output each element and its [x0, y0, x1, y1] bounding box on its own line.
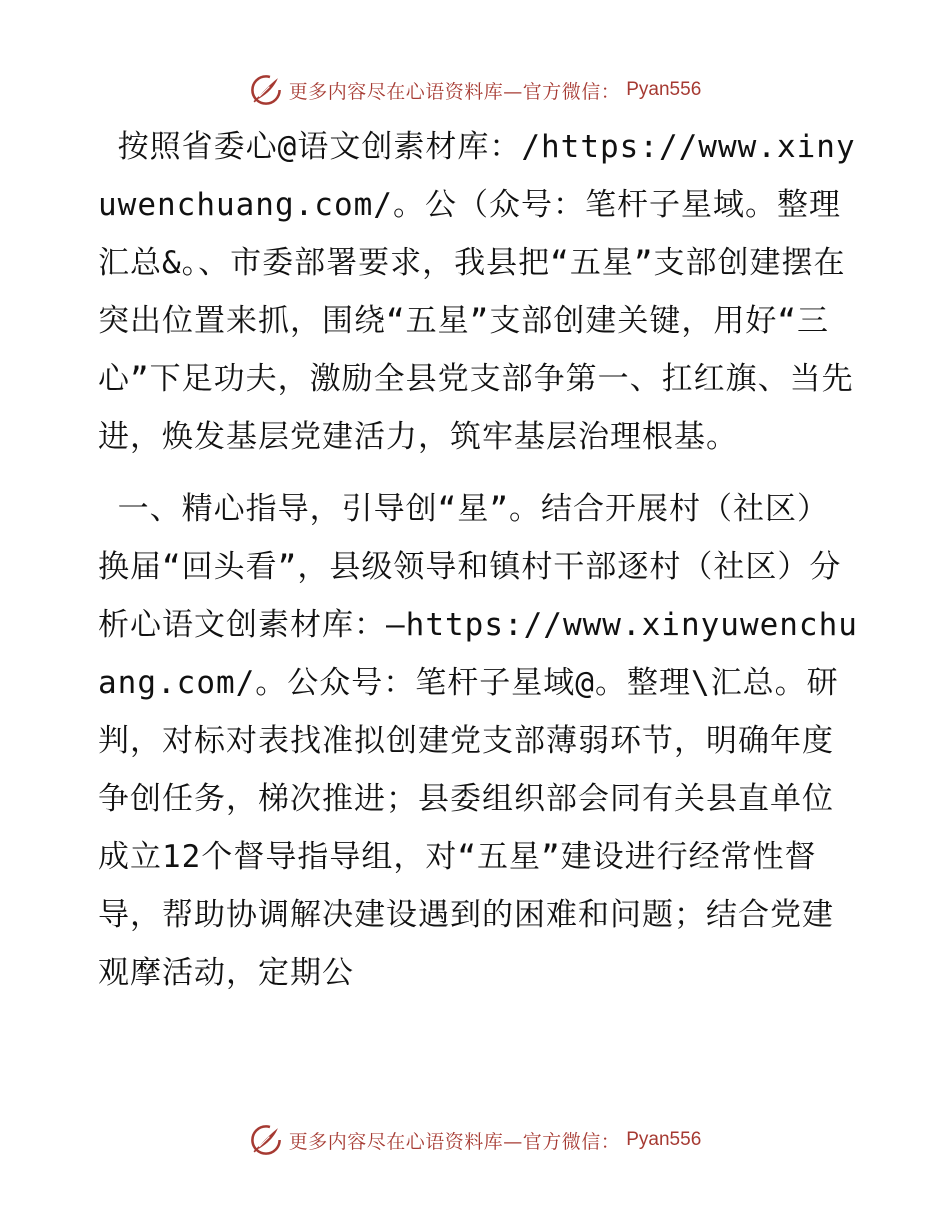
watermark-text: 更多内容尽在心语资料库—官方微信： — [288, 80, 621, 103]
paragraph-section-one: 一、精心指导，引导创“星”。结合开展村（社区）换届“回头看”，县级领导和镇村干部逐村（社区）分析心语文创素材库：—https://www.xinyuwenchuang.com/。公众号：笔杆子星域@。整理\汇总。研判，对标对表找准拟创建党支部薄弱环节，明确年度争创任务，梯次推进；县委组织部会同有关县直单位成立12个督导指导组，对“五星”建设进行经常性督导，帮助协调解决建设遇到的困难和问题；结合党建观摩活动，定期公 — [98, 491, 858, 991]
document-body — [98, 118, 858, 1016]
watermark-wechat-id: Pyan556 — [626, 1129, 702, 1150]
header-watermark-banner — [0, 70, 950, 110]
footer-watermark-banner — [0, 1120, 950, 1160]
watermark-text: 更多内容尽在心语资料库—官方微信： — [288, 1130, 621, 1153]
feather-pen-logo-icon — [249, 73, 283, 107]
feather-pen-logo-icon — [249, 1123, 283, 1157]
paragraph-intro: 按照省委心@语文创素材库：/https://www.xinyuwenchuang.com/。公（众号：笔杆子星域。整理汇总&。、市委部署要求，我县把“五星”支部创建摆在突出位置来抓，围绕“五星”支部创建关键，用好“三心”下足功夫，激励全县党支部争第一、扛红旗、当先进，焕发基层党建活力，筑牢基层治理根基。 — [98, 129, 856, 455]
watermark-wechat-id: Pyan556 — [626, 79, 702, 100]
